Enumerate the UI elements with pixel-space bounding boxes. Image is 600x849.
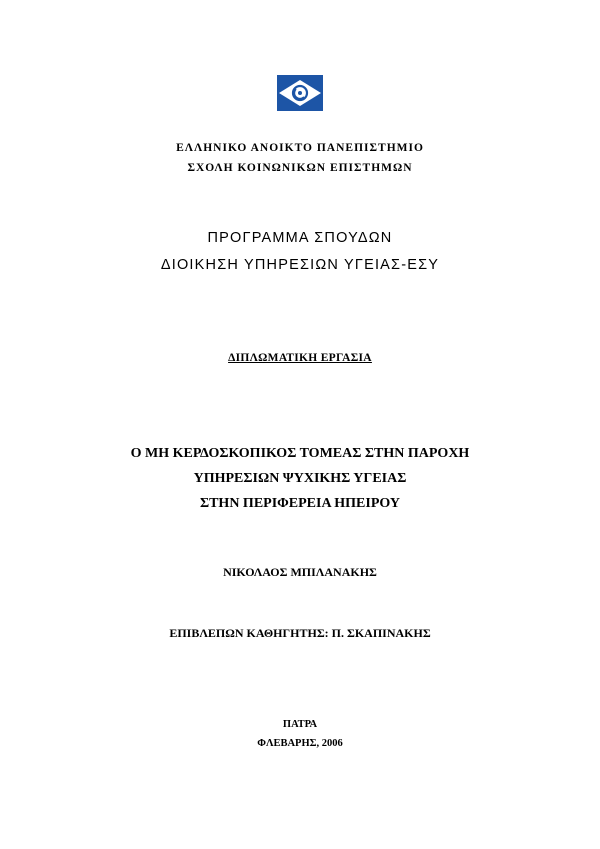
date: ΦΛΕΒΑΡΗΣ, 2006 — [257, 738, 343, 749]
program-label: ΠΡΟΓΡΑΜΜΑ ΣΠΟΥΔΩΝ — [207, 230, 393, 246]
supervisor: ΕΠΙΒΛΕΠΩΝ ΚΑΘΗΓΗΤΗΣ: Π. ΣΚΑΠΙΝΑΚΗΣ — [169, 626, 431, 640]
author-name: ΝΙΚΟΛΑΟΣ ΜΠΙΛΑΝΑΚΗΣ — [223, 565, 377, 579]
university-emblem-icon — [277, 75, 323, 111]
school-name: ΣΧΟΛΗ ΚΟΙΝΩΝΙΚΩΝ ΕΠΙΣΤΗΜΩΝ — [187, 162, 413, 174]
university-name: ΕΛΛΗΝΙΚΟ ΑΝΟΙΚΤΟ ΠΑΝΕΠΙΣΤΗΜΙΟ — [176, 142, 424, 154]
program-name: ΔΙΟΙΚΗΣΗ ΥΠΗΡΕΣΙΩΝ ΥΓΕΙΑΣ-ΕΣΥ — [160, 257, 440, 273]
place: ΠΑΤΡΑ — [282, 719, 318, 730]
document-type: ΔΙΠΛΩΜΑΤΙΚΗ ΕΡΓΑΣΙΑ — [228, 352, 372, 364]
thesis-title-line-2: ΥΠΗΡΕΣΙΩΝ ΨΥΧΙΚΗΣ ΥΓΕΙΑΣ — [193, 471, 407, 486]
thesis-title-line-1: Ο ΜΗ ΚΕΡΔΟΣΚΟΠΙΚΟΣ ΤΟΜΕΑΣ ΣΤΗΝ ΠΑΡΟΧΗ — [130, 446, 470, 461]
thesis-title-line-3: ΣΤΗΝ ΠΕΡΙΦΕΡΕΙΑ ΗΠΕΙΡΟΥ — [199, 496, 401, 511]
